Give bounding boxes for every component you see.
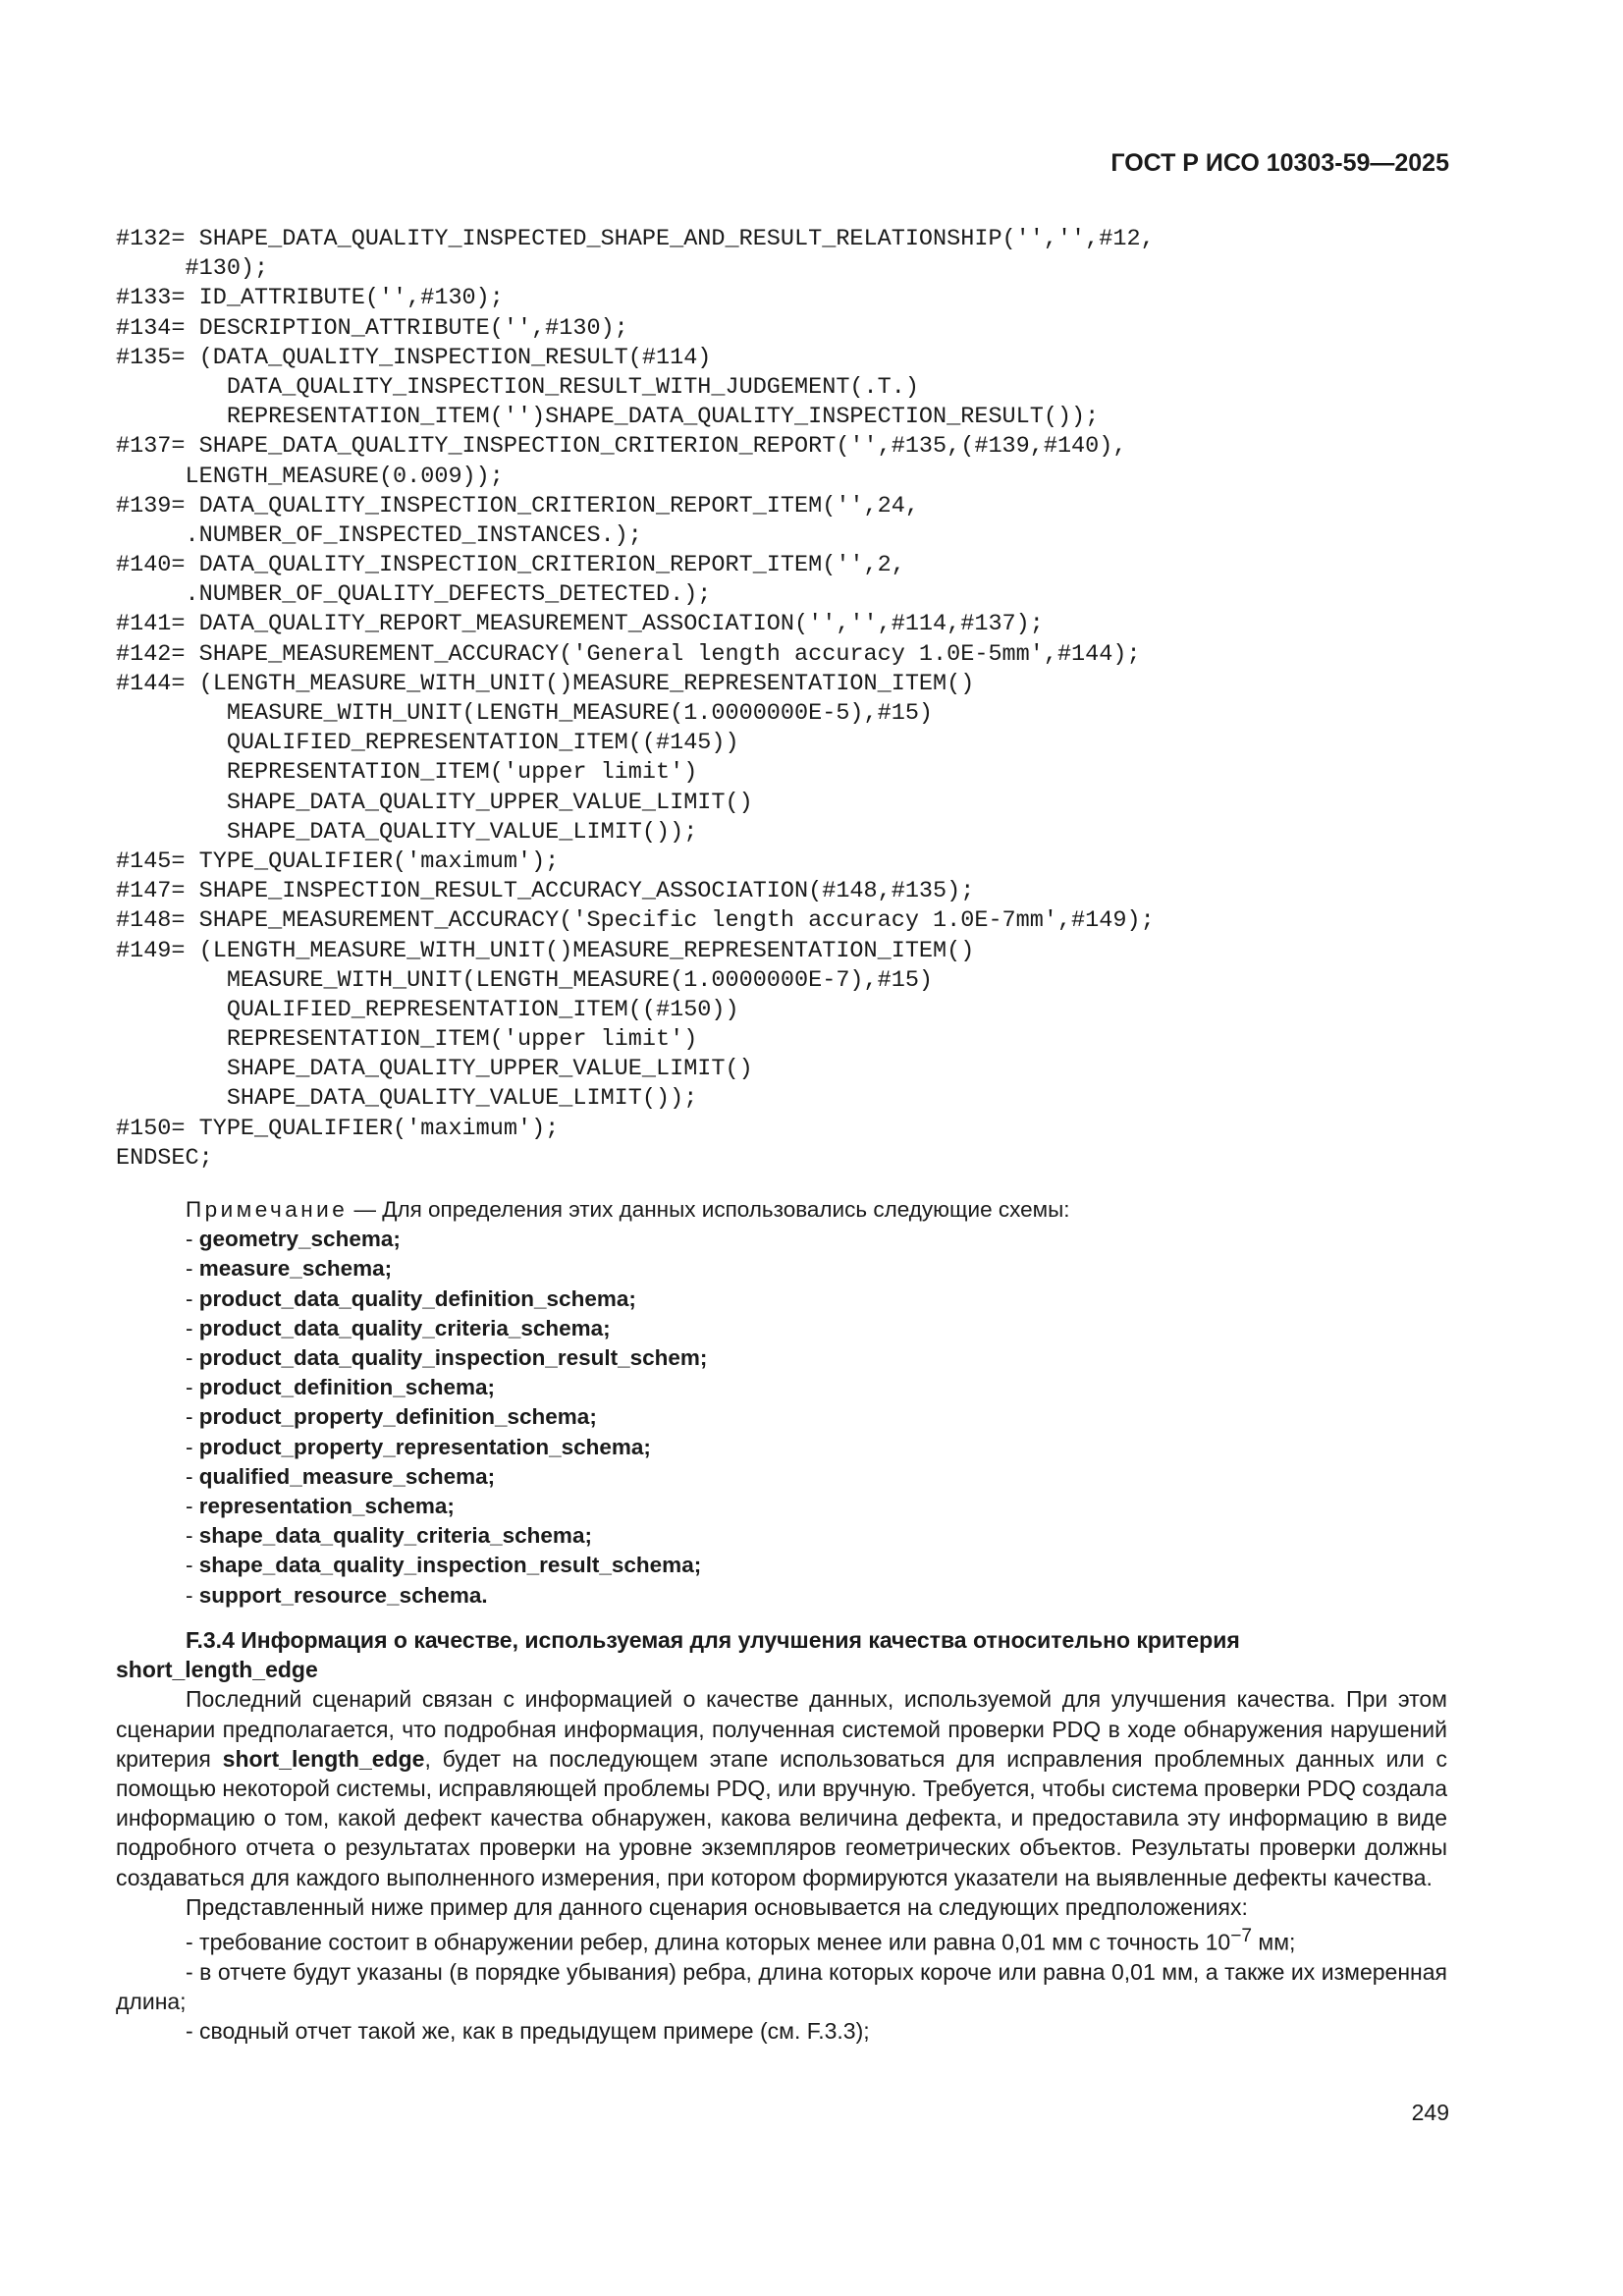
document-header: ГОСТ Р ИСО 10303-59—2025 xyxy=(1110,149,1449,177)
code-line: SHAPE_DATA_QUALITY_VALUE_LIMIT()); xyxy=(116,818,698,846)
code-line: #150= TYPE_QUALIFIER('maximum'); xyxy=(116,1115,560,1142)
paragraph-1-term: short_length_edge xyxy=(222,1745,425,1772)
code-line: ENDSEC; xyxy=(116,1144,213,1172)
code-line: SHAPE_DATA_QUALITY_VALUE_LIMIT()); xyxy=(116,1085,698,1113)
schema-name: support_resource_schema. xyxy=(198,1582,488,1608)
schema-list-item: - product_definition_schema; xyxy=(186,1375,496,1400)
paragraph-1-text-b: , будет на последующем этапе использоваться для исправления проблемных данных или с помощью некоторой системы, исправляющей проблемы PDQ, или вручную. Требуется, чтобы система проверки PDQ создала информацию о том, какой дефект качества обнаружен, какова величина дефекта, и предоставила эту информацию в виде подробного отчета о результатах проверки на уровне экземпляров геометрических объектов. Результаты проверки должны создаваться для каждого выполненного измерения, при котором формируются указатели на выявленные дефекты качества. xyxy=(116,1745,1447,1890)
code-line: SHAPE_DATA_QUALITY_UPPER_VALUE_LIMIT() xyxy=(116,789,753,816)
note-text: — Для определения этих данных использовались следующие схемы: xyxy=(348,1197,1070,1222)
code-line: LENGTH_MEASURE(0.009)); xyxy=(116,463,504,490)
note-block xyxy=(186,1195,1070,1611)
code-line: #135= (DATA_QUALITY_INSPECTION_RESULT(#114) xyxy=(116,344,712,371)
paragraph-3-unit: мм; xyxy=(1252,1929,1296,1955)
note-label: Примечание xyxy=(186,1197,349,1222)
schema-list-item: - product_property_definition_schema; xyxy=(186,1404,597,1430)
note-intro xyxy=(186,1195,1070,1225)
code-line: QUALIFIED_REPRESENTATION_ITEM((#145)) xyxy=(116,730,739,757)
section-heading xyxy=(116,1625,1447,1684)
schema-list-item: - product_property_representation_schema; xyxy=(186,1434,651,1459)
code-line: #134= DESCRIPTION_ATTRIBUTE('',#130); xyxy=(116,314,628,342)
code-line: .NUMBER_OF_QUALITY_DEFECTS_DETECTED.); xyxy=(116,581,712,609)
schema-name: product_property_representation_schema; xyxy=(198,1434,651,1459)
schema-name: geometry_schema; xyxy=(198,1227,401,1252)
schema-name: product_data_quality_inspection_result_schem; xyxy=(198,1345,708,1371)
schema-name: product_data_quality_definition_schema; xyxy=(198,1285,636,1311)
schema-list-item: - measure_schema; xyxy=(186,1256,393,1282)
paragraph-4: - в отчете будут указаны (в порядке убывания) ребра, длина которых короче или равна 0,01 мм, а также их измеренная длина; xyxy=(116,1958,1447,2015)
schema-list-item: - product_data_quality_definition_schema; xyxy=(186,1285,636,1311)
schema-list-item: - shape_data_quality_criteria_schema; xyxy=(186,1523,592,1549)
schema-name: product_data_quality_criteria_schema; xyxy=(198,1315,611,1340)
schema-list-item: - qualified_measure_schema; xyxy=(186,1463,496,1489)
code-line: #147= SHAPE_INSPECTION_RESULT_ACCURACY_ASSOCIATION(#148,#135); xyxy=(116,878,975,905)
schema-name: product_definition_schema; xyxy=(198,1375,496,1400)
code-line: SHAPE_DATA_QUALITY_UPPER_VALUE_LIMIT() xyxy=(116,1056,753,1083)
code-listing xyxy=(116,225,1155,1174)
schema-list-item: - geometry_schema; xyxy=(186,1227,401,1252)
section-heading-line-1: F.3.4 Информация о качестве, используемая для улучшения качества относительно критерия xyxy=(186,1627,1240,1653)
code-line: REPRESENTATION_ITEM('upper limit') xyxy=(116,759,698,787)
code-line: #149= (LENGTH_MEASURE_WITH_UNIT()MEASURE_REPRESENTATION_ITEM() xyxy=(116,937,975,964)
schema-list-item: - product_data_quality_criteria_schema; xyxy=(186,1315,611,1340)
code-line: .NUMBER_OF_INSPECTED_INSTANCES.); xyxy=(116,521,642,549)
code-line: #132= SHAPE_DATA_QUALITY_INSPECTED_SHAPE_AND_RESULT_RELATIONSHIP('','',#12, xyxy=(116,226,1155,252)
code-line: #137= SHAPE_DATA_QUALITY_INSPECTION_CRITERION_REPORT('',#135,(#139,#140), xyxy=(116,433,1127,461)
code-line: REPRESENTATION_ITEM('')SHAPE_DATA_QUALITY_INSPECTION_RESULT()); xyxy=(116,404,1100,431)
paragraph-3 xyxy=(116,1922,1447,1957)
code-line: #133= ID_ATTRIBUTE('',#130); xyxy=(116,285,504,312)
code-line: MEASURE_WITH_UNIT(LENGTH_MEASURE(1.0000000E-7),#15) xyxy=(116,966,934,994)
schema-list xyxy=(186,1225,1070,1611)
paragraph-3-text: - требование состоит в обнаружении ребер, длина которых менее или равна 0,01 мм с точность 10 xyxy=(186,1929,1231,1955)
page-number: 249 xyxy=(1411,2100,1449,2125)
code-line: #130); xyxy=(116,255,269,283)
code-line: DATA_QUALITY_INSPECTION_RESULT_WITH_JUDGEMENT(.T.) xyxy=(116,373,919,401)
schema-name: shape_data_quality_criteria_schema; xyxy=(198,1523,592,1549)
schema-name: shape_data_quality_inspection_result_schema; xyxy=(198,1553,702,1578)
code-line: #140= DATA_QUALITY_INSPECTION_CRITERION_REPORT_ITEM('',2, xyxy=(116,552,905,579)
paragraph-2: Представленный ниже пример для данного сценария основывается на следующих предположениях: xyxy=(186,1893,1248,1920)
paragraph-3-exponent: −7 xyxy=(1230,1926,1253,1947)
section-heading-line-2: short_length_edge xyxy=(116,1657,318,1683)
schema-name: product_property_definition_schema; xyxy=(198,1404,597,1430)
code-line: #148= SHAPE_MEASUREMENT_ACCURACY('Specific length accuracy 1.0E-7mm',#149); xyxy=(116,907,1155,935)
paragraph-1-text-a: Последний сценарий связан с информацией о качестве данных, используемой для улучшения качества. При этом сценарии предполагается, что подробная информация, полученная системой проверки PDQ в ходе обнаружения нарушений критерия xyxy=(116,1686,1447,1772)
paragraph-1 xyxy=(116,1684,1447,1891)
code-line: QUALIFIED_REPRESENTATION_ITEM((#150)) xyxy=(116,996,739,1023)
schema-list-item: - support_resource_schema. xyxy=(186,1582,488,1608)
code-line: #144= (LENGTH_MEASURE_WITH_UNIT()MEASURE_REPRESENTATION_ITEM() xyxy=(116,670,975,697)
schema-list-item: - representation_schema; xyxy=(186,1494,455,1519)
paragraph-5: - сводный отчет такой же, как в предыдущем примере (см. F.3.3); xyxy=(186,2018,870,2045)
code-line: #145= TYPE_QUALIFIER('maximum'); xyxy=(116,847,560,875)
code-line: #142= SHAPE_MEASUREMENT_ACCURACY('General length accuracy 1.0E-5mm',#144); xyxy=(116,640,1141,668)
schema-name: measure_schema; xyxy=(198,1256,393,1282)
schema-name: qualified_measure_schema; xyxy=(198,1463,496,1489)
code-line: #139= DATA_QUALITY_INSPECTION_CRITERION_REPORT_ITEM('',24, xyxy=(116,492,919,519)
code-line: REPRESENTATION_ITEM('upper limit') xyxy=(116,1026,698,1054)
code-line: #141= DATA_QUALITY_REPORT_MEASUREMENT_ASSOCIATION('','',#114,#137); xyxy=(116,611,1044,638)
schema-list-item: - product_data_quality_inspection_result_schem; xyxy=(186,1345,708,1371)
section-f34 xyxy=(116,1625,1447,2047)
code-line: MEASURE_WITH_UNIT(LENGTH_MEASURE(1.0000000E-5),#15) xyxy=(116,700,934,727)
schema-list-item: - shape_data_quality_inspection_result_schema; xyxy=(186,1553,702,1578)
schema-name: representation_schema; xyxy=(198,1494,455,1519)
